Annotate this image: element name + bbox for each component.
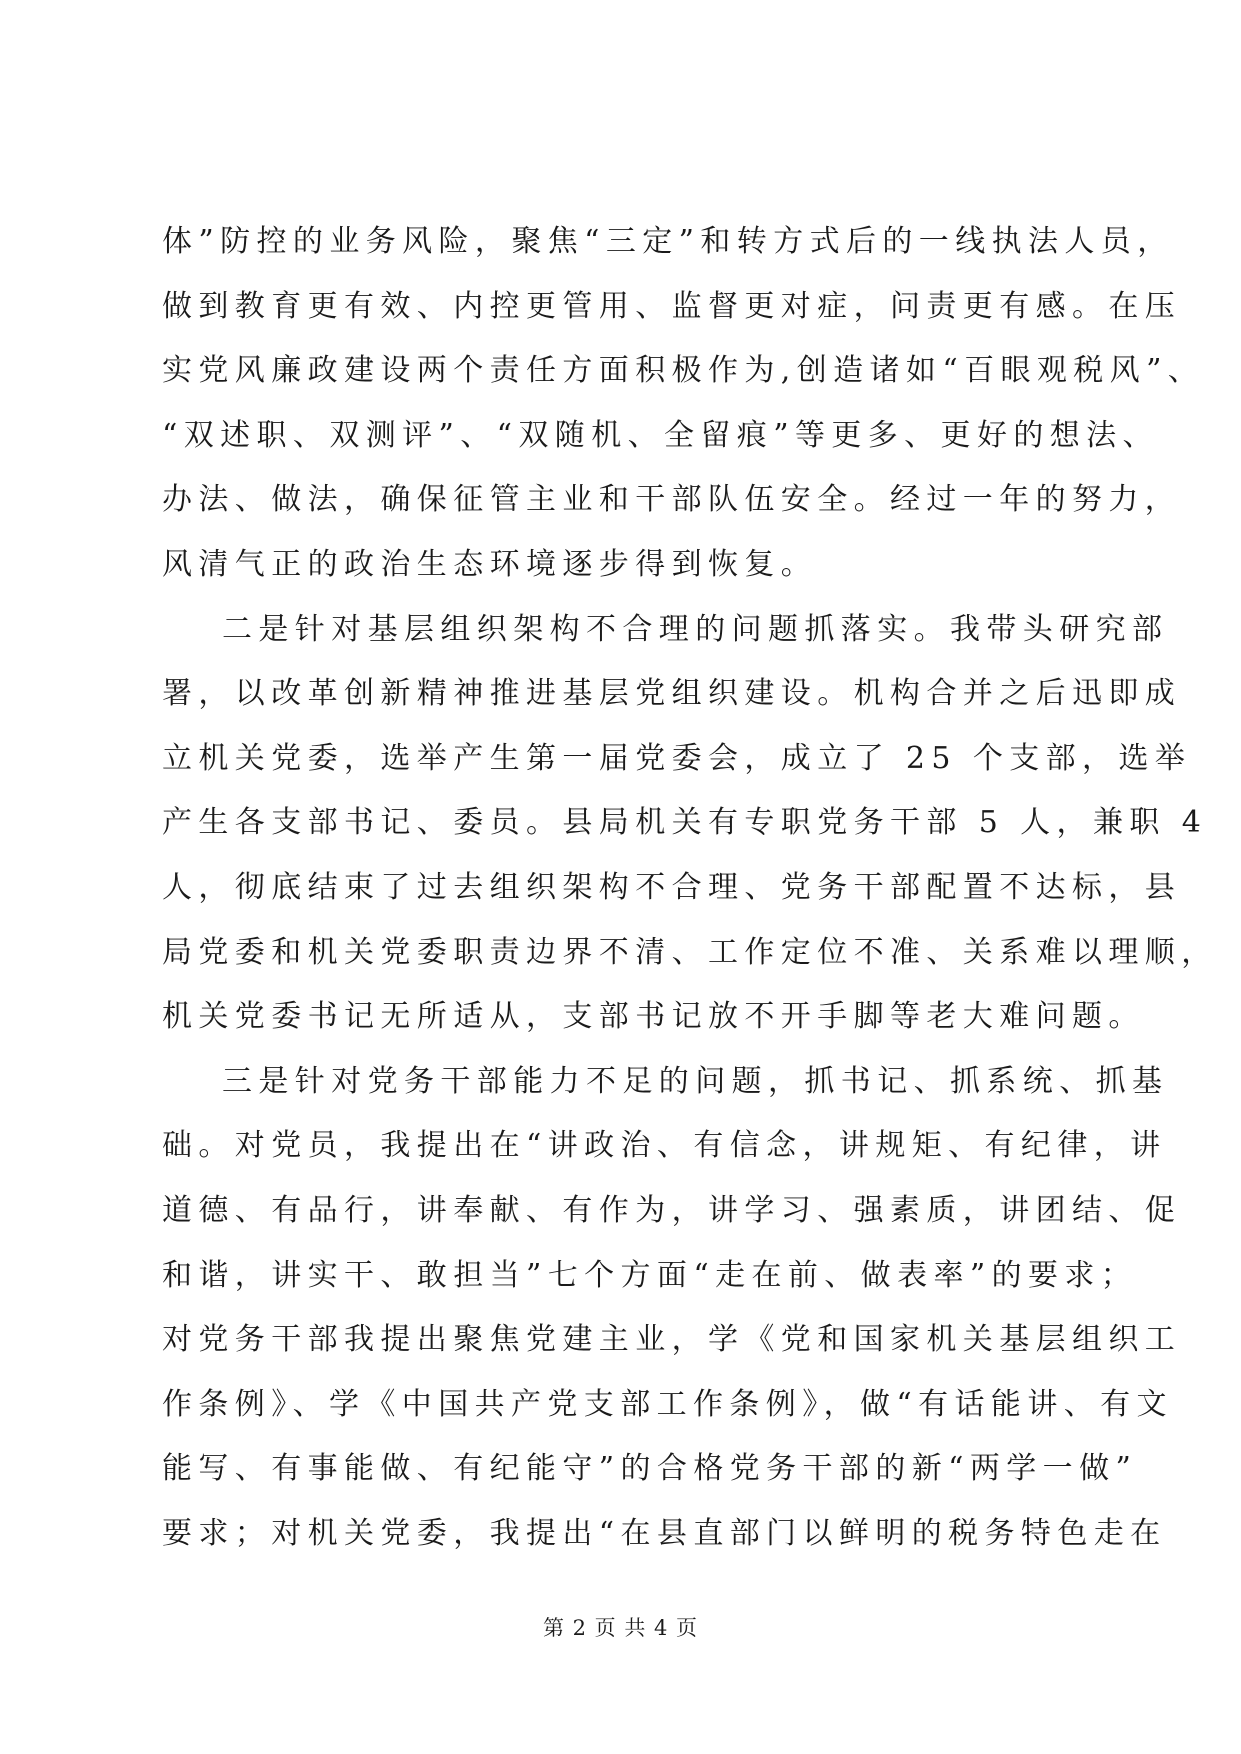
text-line: 局党委和机关党委职责边界不清、工作定位不准、关系难以理顺， (162, 934, 1218, 970)
page-number-label: 第 2 页 共 4 页 (542, 1616, 699, 1640)
document-body (162, 210, 1218, 1566)
text-line: 实党风廉政建设两个责任方面积极作为,创造诸如“百眼观税风”、 (162, 353, 1205, 389)
text-line: 道德、有品行，讲奉献、有作为，讲学习、强素质，讲团结、促 (162, 1192, 1182, 1228)
text-line: 风清气正的政治生态环境逐步得到恢复。 (162, 546, 818, 582)
text-line: 产生各支部书记、委员。县局机关有专职党务干部 5 人，兼职 4 (162, 805, 1208, 841)
text-line: 立机关党委，选举产生第一届党委会，成立了 25 个支部，选举 (162, 740, 1192, 776)
text-line: 能写、有事能做、有纪能守”的合格党务干部的新“两学一做” (162, 1451, 1138, 1487)
text-line: 机关党委书记无所适从，支部书记放不开手脚等老大难问题。 (162, 999, 1145, 1035)
text-line: 署，以改革创新精神推进基层党组织建设。机构合并之后迅即成 (162, 676, 1182, 712)
page-footer (0, 1612, 1241, 1642)
text-line: 作条例》、学《中国共产党支部工作条例》，做“有话能讲、有文 (162, 1386, 1173, 1422)
text-line: 础。对党员，我提出在“讲政治、有信念，讲规矩、有纪律，讲 (162, 1128, 1167, 1164)
text-line: 人，彻底结束了过去组织架构不合理、党务干部配置不达标，县 (162, 869, 1182, 905)
text-line: 和谐，讲实干、敢担当”七个方面“走在前、做表率”的要求； (162, 1257, 1138, 1293)
text-line: 对党务干部我提出聚焦党建主业，学《党和国家机关基层组织工 (162, 1322, 1182, 1358)
text-line: 做到教育更有效、内控更管用、监督更对症，问责更有感。在压 (162, 288, 1182, 324)
text-line: 办法、做法，确保征管主业和干部队伍安全。经过一年的努力， (162, 482, 1182, 518)
text-line: “双述职、双测评”、“双随机、全留痕”等更多、更好的想法、 (162, 417, 1159, 453)
paragraph-start-line: 二是针对基层组织架构不合理的问题抓落实。我带头研究部 (222, 611, 1169, 647)
paragraph-start-line: 三是针对党务干部能力不足的问题，抓书记、抓系统、抓基 (222, 1063, 1169, 1099)
text-line: 体”防控的业务风险，聚焦“三定”和转方式后的一线执法人员， (162, 224, 1174, 259)
text-line: 要求；对机关党委，我提出“在县直部门以鲜明的税务特色走在 (162, 1515, 1167, 1551)
